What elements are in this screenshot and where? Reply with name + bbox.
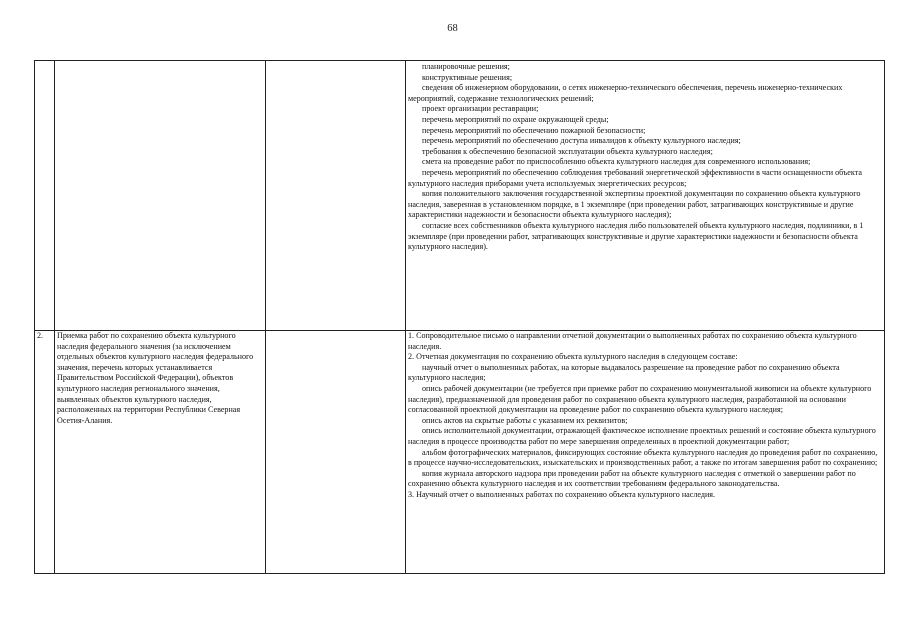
- document-item: опись рабочей документации (не требуется при приемке работ по сохранению монументальной живописи на объекте культурного наследия), предназначенной для проведения работ по сохранению объекта культурного наследия, разработанной на основании согласованной проектной документации на проведение работ по сохранению объекта культурного наследия;: [408, 383, 872, 415]
- document-item: перечень мероприятий по охране окружающей среды;: [422, 114, 609, 124]
- document-item: конструктивные решения;: [422, 72, 513, 82]
- document-item: перечень мероприятий по обеспечению пожарной безопасности;: [422, 125, 646, 135]
- document-item: смета на проведение работ по приспособлению объекта культурного наследия для современного использования;: [422, 157, 811, 167]
- document-item: опись актов на скрытые работы с указанием их реквизитов;: [422, 415, 628, 425]
- document-item: перечень мероприятий по обеспечению соблюдения требований энергетической эффективности в части оснащенности объекта культурного наследия приборами учета используемых энергетических ресурсов;: [408, 167, 862, 188]
- middle-cell: [266, 61, 406, 331]
- document-item: планировочные решения;: [422, 62, 510, 71]
- table-row: [35, 331, 885, 574]
- document-item: 2. Отчетная документация по сохранению объекта культурного наследия в следующем составе:: [408, 352, 738, 362]
- document-item: опись исполнительной документации, отражающей фактическое исполнение проектных решений и состояние объекта культурного наследия в процессе производства работ по мере завершения определенных в проектной документации работ;: [408, 426, 876, 446]
- document-item: альбом фотографических материалов, фиксирующих состояние объекта культурного наследия до проведения работ по сохранению, в процессе научно-исследовательских, изыскательских и производственных работ, а также по итогам завершения работ по сохранению;: [408, 447, 878, 468]
- document-item: копия журнала авторского надзора при проведении работ на объекте культурного наследия с отметкой о завершении работ по сохранению объекта культурного наследия и их соответствии требованиям федерального законодательства.: [408, 468, 856, 489]
- document-item: требования к обеспечению безопасной эксплуатации объекта культурного наследия;: [422, 146, 713, 156]
- document-item: сведения об инженерном оборудовании, о сетях инженерно-технического обеспечения, перечень инженерно-технических мероприятий, содержание технологических решений;: [408, 83, 843, 103]
- document-item: перечень мероприятий по обеспечению доступа инвалидов к объекту культурного наследия;: [422, 136, 741, 146]
- page-number: 68: [447, 23, 458, 34]
- document-item: копия положительного заключения государственной экспертизы проектной документации по сохранению объекта культурного наследия, заверенная в установленном порядке, в 1 экземпляре (при проведении работ, затрагивающих конструктивные и другие характеристики надежности и безопасности объекта культурного наследия);: [408, 189, 861, 220]
- document-item: проект организации реставрации;: [422, 104, 539, 114]
- service-name: Приемка работ по сохранению объекта культурного наследия федерального значения (за исключением отдельных объектов культурного наследия федерального значения, перечень которых устанавливается Правительством Российской Федерации), объектов культурного наследия регионального значения, выявленных объектов культурного наследия, расположенных на территории Республики Северная Осетия-Алания.: [55, 331, 266, 574]
- requirements-table: [34, 60, 885, 574]
- row-number: [35, 61, 55, 331]
- document-item: 1. Сопроводительное письмо о направлении отчетной документации о выполненных работах по сохранению объекта культурного наследия.: [408, 331, 857, 351]
- document-item: научный отчет о выполненных работах, на которые выдавалось разрешение на проведение работ по сохранению объекта культурного наследия;: [408, 362, 840, 383]
- documents-cell: [406, 61, 885, 331]
- document-item: согласие всех собственников объекта культурного наследия либо пользователей объекта культурного наследия, подлинники, в 1 экземпляре (при проведении работ, затрагивающих конструктивные и другие характеристики надежности и безопасности объекта культурного наследия).: [408, 220, 864, 252]
- document-item: 3. Научный отчет о выполненных работах по сохранению объекта культурного наследия.: [408, 489, 716, 499]
- table-row: [35, 61, 885, 331]
- row-number: 2.: [35, 331, 55, 574]
- service-name: [55, 61, 266, 331]
- middle-cell: [266, 331, 406, 574]
- documents-cell: [406, 331, 885, 574]
